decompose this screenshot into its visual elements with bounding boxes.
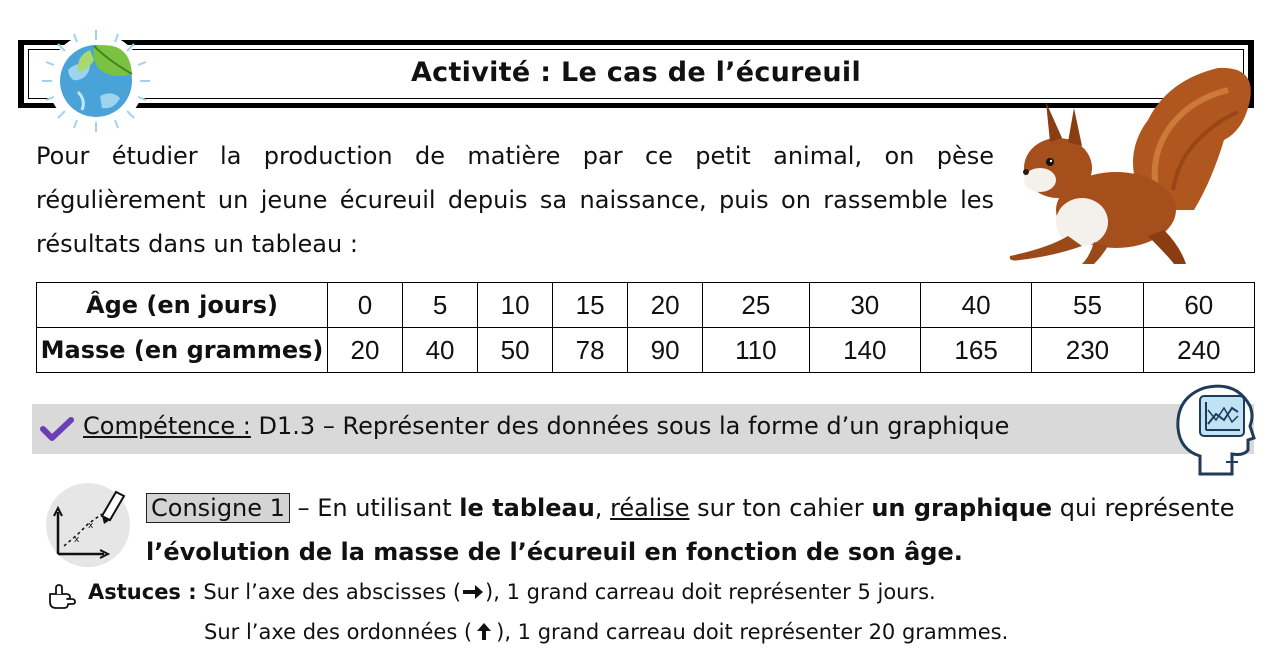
competence-dash: –	[322, 412, 335, 440]
competence-text	[83, 412, 1009, 440]
table-cell: 90	[628, 328, 703, 373]
consigne-emphasis: un graphique	[871, 494, 1053, 522]
table-cell: 50	[478, 328, 553, 373]
intro-paragraph: Pour étudier la production de matière par ce petit animal, on pèse régulièrement un jeune écureuil depuis sa naissance, puis on rassemble les résultats dans un tableau :	[36, 142, 994, 258]
table-row-mass	[37, 328, 1255, 373]
table-cell: 110	[703, 328, 809, 373]
table-cell: 30	[809, 283, 920, 328]
table-cell: 5	[403, 283, 478, 328]
table-cell: 78	[553, 328, 628, 373]
pointing-hand-icon	[48, 584, 80, 610]
consigne-emphasis: l’évolution de la masse de l’écureuil en fonction de son âge.	[146, 538, 963, 566]
astuce-text: Sur l’axe des abscisses (	[203, 580, 462, 604]
astuce-text: ), 1 grand carreau doit représenter 20 grammes.	[496, 620, 1009, 644]
astuce-line-1	[88, 580, 936, 604]
competence-code: D1.3	[258, 412, 316, 440]
consigne-part: sur ton cahier	[689, 494, 872, 522]
astuce-line-2	[204, 620, 1008, 644]
consigne-underlined: réalise	[610, 494, 690, 522]
table-cell: 0	[328, 283, 403, 328]
page-title: Activité : Le cas de l’écureuil	[410, 57, 862, 88]
svg-text:x: x	[74, 535, 80, 545]
consigne-part: qui représente	[1052, 494, 1235, 522]
table-cell: 140	[809, 328, 920, 373]
consigne-text	[146, 486, 1256, 574]
squirrel-illustration	[998, 60, 1260, 268]
table-cell: 55	[1032, 283, 1143, 328]
table-cell: 230	[1032, 328, 1143, 373]
table-cell: 165	[920, 328, 1031, 373]
table-cell: 240	[1143, 328, 1254, 373]
table-cell: 10	[478, 283, 553, 328]
competence-label: Compétence :	[83, 412, 251, 440]
table-cell: 20	[628, 283, 703, 328]
graph-pencil-icon	[44, 482, 132, 568]
consigne-label: Consigne 1	[146, 493, 290, 523]
table-cell: 60	[1143, 283, 1254, 328]
head-graph-icon	[1170, 380, 1258, 476]
globe-leaf-logo-icon	[38, 30, 154, 132]
row-header-age: Âge (en jours)	[37, 283, 328, 328]
svg-text:x: x	[88, 521, 94, 531]
table-row-age	[37, 283, 1255, 328]
competence-bar	[32, 404, 1254, 454]
table-cell: 40	[403, 328, 478, 373]
astuces-label: Astuces :	[88, 580, 197, 604]
table-cell: 25	[703, 283, 809, 328]
astuce-text: Sur l’axe des ordonnées (	[204, 620, 473, 644]
consigne-part: ,	[594, 494, 611, 522]
consigne-part: – En utilisant	[289, 494, 460, 522]
checkmark-icon	[40, 416, 74, 442]
competence-description: Représenter des données sous la forme d’un graphique	[342, 412, 1010, 440]
table-cell: 40	[920, 283, 1031, 328]
table-cell: 15	[553, 283, 628, 328]
data-table	[36, 282, 1255, 373]
table-cell: 20	[328, 328, 403, 373]
row-header-mass: Masse (en grammes)	[37, 328, 328, 373]
astuce-text: ), 1 grand carreau doit représenter 5 jours.	[485, 580, 936, 604]
arrow-up-icon	[472, 622, 496, 642]
arrow-right-icon	[461, 582, 485, 602]
consigne-emphasis: le tableau	[459, 494, 595, 522]
